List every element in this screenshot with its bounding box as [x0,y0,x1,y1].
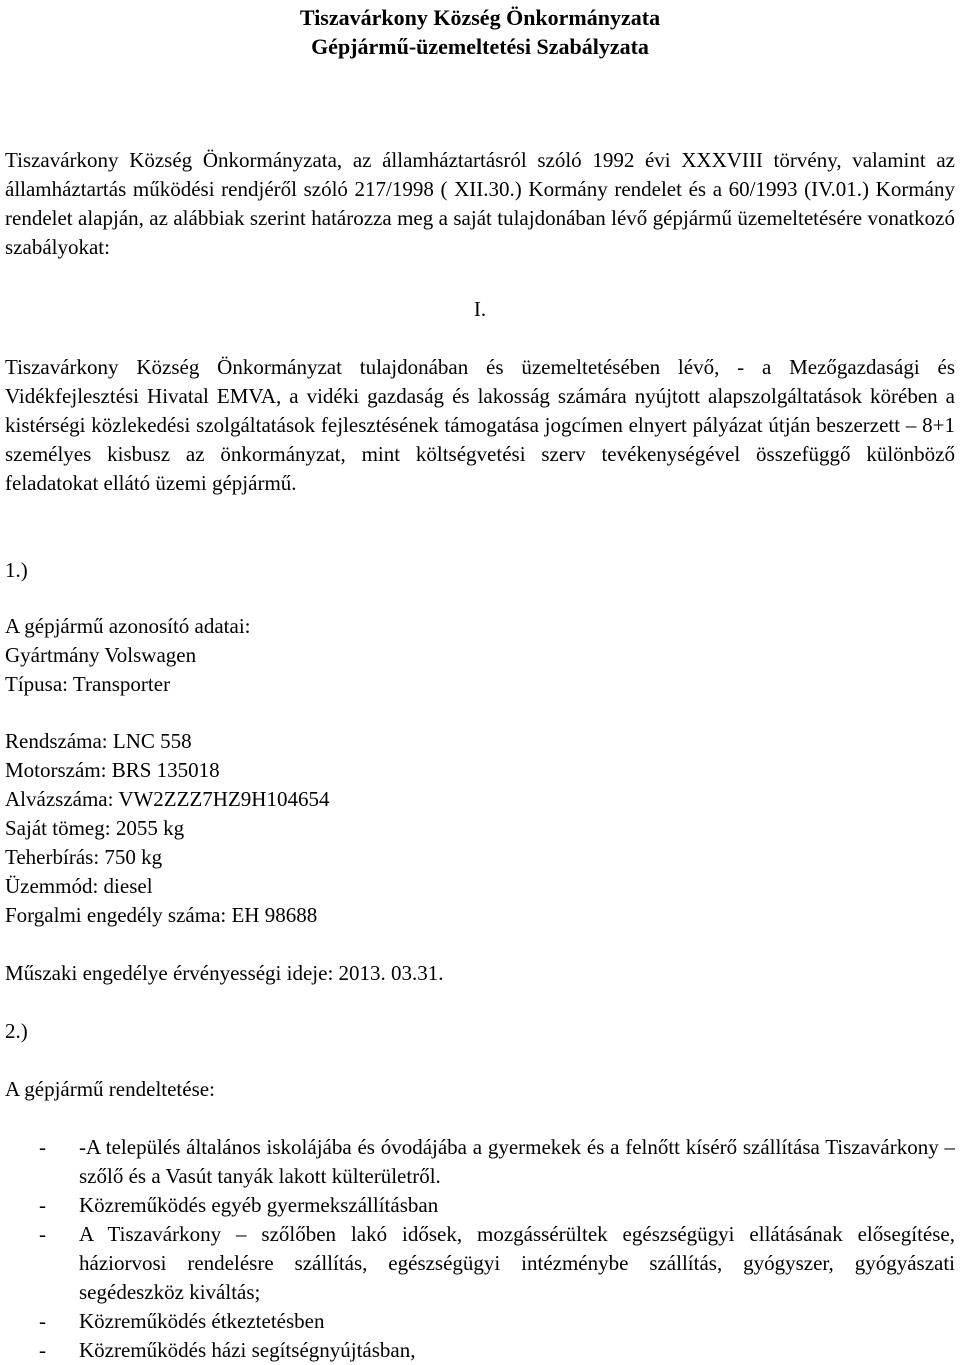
point1-number: 1.) [5,558,28,582]
list-item-text: Közreműködés étkeztetésben [79,1309,325,1333]
section-number: I. [473,297,487,321]
header-title-line1: Tiszavárkony Község Önkormányzata [299,5,661,30]
vehicle-fuel-mode: Üzemmód: diesel [5,874,153,898]
vehicle-plate: Rendszáma: LNC 558 [5,729,192,753]
list-dash: - [39,1309,46,1333]
vehicle-registration-number: Forgalmi engedély száma: EH 98688 [5,903,318,927]
list-dash: - [39,1338,46,1362]
list-dash: - [39,1193,46,1217]
vehicle-own-weight: Saját tömeg: 2055 kg [5,816,185,840]
header-title-line2: Gépjármű-üzemeltetési Szabályzata [311,34,649,59]
list-item-text: Közreműködés egyéb gyermekszállításban [79,1193,439,1217]
purpose-list [5,1133,955,1365]
vehicle-engine-number: Motorszám: BRS 135018 [5,758,220,782]
list-item-text: Közreműködés házi segítségnyújtásban, [79,1338,416,1362]
vehicle-inspection-validity: Műszaki engedélye érvényességi ideje: 2013. 03.31. [5,961,444,985]
vehicle-make: Gyártmány Volswagen [5,643,197,667]
list-item-text: -A település általános iskolájába és óvodájába a gyermekek és a felnőtt kísérő szállítása Tiszavárkony –szőlő és a Vasút tanyák lakott külterületről. [79,1135,955,1188]
section-paragraph: Tiszavárkony Község Önkormányzat tulajdonában és üzemeltetésében lévő, - a Mezőgazdasági és Vidékfejlesztési Hivatal EMVA, a vidéki gazdaság és lakosság számára nyújtott alapszolgáltatások körében a kistérségi közlekedési szolgáltatások fejlesztésének támogatása jogcímen elnyert pályázat útján beszerzett – 8+1 személyes kisbusz az önkormányzat, mint költségvetési szerv tevékenységével összefüggő különböző feladatokat ellátó üzemi gépjármű. [5,355,955,495]
document-header [0,0,960,61]
list-item [5,1307,955,1336]
list-item [5,1220,955,1307]
vehicle-chassis-number: Alvázszáma: VW2ZZZ7HZ9H104654 [5,787,330,811]
list-item [5,1133,955,1191]
list-item [5,1336,955,1365]
list-dash: - [39,1135,46,1159]
point1-heading: A gépjármű azonosító adatai: [5,614,251,638]
point2-number: 2.) [5,1019,28,1043]
intro-paragraph: Tiszavárkony Község Önkormányzata, az államháztartásról szóló 1992 évi XXXVIII törvény, valamint az államháztartás működési rendjéről szóló 217/1998 ( XII.30.) Kormány rendelet és a 60/1993 (IV.01.) Kormány rendelet alapján, az alábbiak szerint határozza meg a saját tulajdonában lévő gépjármű üzemeltetésére vonatkozó szabályokat: [5,148,955,259]
list-item-text: A Tiszavárkony – szőlőben lakó idősek, mozgássérültek egészségügyi ellátásának elősegítése, háziorvosi rendelésre szállítás, egészségügyi intézménybe szállítás, gyógyszer, gyógyászati segédeszköz kiváltás; [79,1222,955,1304]
point2-heading: A gépjármű rendeltetése: [5,1077,215,1101]
vehicle-type: Típusa: Transporter [5,672,171,696]
vehicle-payload: Teherbírás: 750 kg [5,845,163,869]
list-item [5,1191,955,1220]
list-dash: - [39,1222,46,1246]
